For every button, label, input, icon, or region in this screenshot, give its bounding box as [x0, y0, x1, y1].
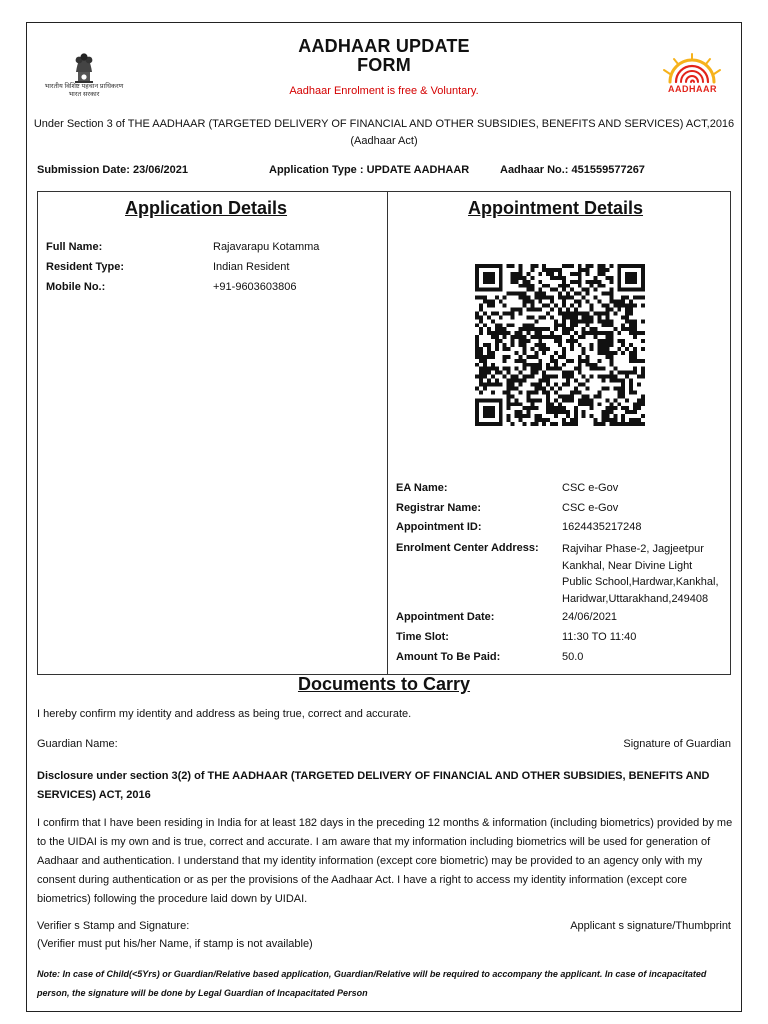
application-type: Application Type : UPDATE AADHAAR: [269, 164, 470, 176]
applicant-signature-label: Applicant s signature/Thumbprint: [570, 920, 731, 932]
address-line: Kankhal, Near Divine Light: [562, 559, 693, 572]
full-name-value: Rajavarapu Kotamma: [213, 241, 320, 253]
amount-value: 50.0: [562, 651, 584, 663]
appointment-date-value: 24/06/2021: [562, 611, 618, 623]
ea-name-value: CSC e-Gov: [562, 482, 619, 494]
aadhaar-fingerprint-icon: [650, 50, 735, 84]
column-divider: [387, 192, 388, 674]
address-line: Rajvihar Phase-2, Jagjeetpur: [562, 543, 704, 555]
verifier-label: Verifier s Stamp and Signature:: [37, 920, 190, 932]
application-details-heading: Application Details: [125, 198, 288, 218]
appointment-id-value: 1624435217248: [562, 521, 642, 533]
center-address-value: [562, 541, 737, 608]
registrar-name-label: Registrar Name:: [396, 502, 481, 514]
verifier-note: (Verifier must put his/her Name, if stamp is not available): [37, 938, 313, 950]
aadhaar-number: Aadhaar No.: 451559577267: [500, 164, 645, 176]
tagline: Aadhaar Enrolment is free & Voluntary.: [289, 85, 479, 97]
amount-label: Amount To Be Paid:: [396, 651, 501, 663]
ea-name-label: EA Name:: [396, 482, 448, 494]
guardian-name-label: Guardian Name:: [37, 738, 118, 750]
time-slot-value: 11:30 TO 11:40: [562, 631, 637, 643]
documents-heading: Documents to Carry: [297, 674, 471, 694]
emblem-caption-line1: भारतीय विशिष्ट पहचान प्राधिकरण: [44, 83, 124, 90]
mobile-value: +91-9603603806: [213, 281, 297, 293]
registrar-name-value: CSC e-Gov: [562, 502, 619, 514]
address-line: Haridwar,Uttarakhand,249408: [562, 593, 709, 606]
section3-statement: Under Section 3 of THE AADHAAR (TARGETED DELIVERY OF FINANCIAL AND OTHER SUBSIDIES, BENEFITS AND SERVICES) ACT,2016 (Aadhaar Act): [33, 118, 735, 147]
appointment-id-label: Appointment ID:: [396, 521, 482, 533]
form-title-line1: AADHAAR UPDATE: [298, 36, 470, 56]
emblem-caption-line2: भारत सरकार: [68, 91, 100, 98]
center-address-label: Enrolment Center Address:: [396, 542, 539, 554]
submission-date: Submission Date: 23/06/2021: [37, 164, 189, 176]
guardian-note: Note: In case of Child(<5Yrs) or Guardian/Relative based application, Guardian/Relative will be required to accompany the applicant. In case of incapacitated person, the signature will be done by Legal Guardian of Incapacitated Person: [37, 969, 707, 998]
appointment-qr-code: [474, 264, 646, 426]
logo-text: AADHAAR: [668, 84, 717, 94]
resident-type-value: Indian Resident: [213, 261, 290, 273]
time-slot-label: Time Slot:: [396, 631, 449, 643]
disclosure-heading: Disclosure under section 3(2) of THE AADHAAR (TARGETED DELIVERY OF FINANCIAL AND OTHER SUBSIDIES, BENEFITS AND SERVICES) ACT, 2016: [37, 770, 710, 801]
form-title-line2: FORM: [357, 55, 411, 75]
appointment-date-label: Appointment Date:: [396, 611, 495, 623]
full-name-label: Full Name:: [46, 241, 103, 253]
address-line: Public School,Hardwar,Kankhal,: [562, 576, 719, 589]
appointment-details-heading: Appointment Details: [468, 198, 644, 218]
identity-confirmation: I hereby confirm my identity and address as being true, correct and accurate.: [37, 708, 412, 720]
guardian-signature-label: Signature of Guardian: [623, 738, 731, 750]
mobile-label: Mobile No.:: [46, 281, 106, 293]
consent-paragraph: I confirm that I have been residing in India for at least 182 days in the preceding 12 months & information (including biometrics) provided by me to the UIDAI is my own and is true, correct and accurate. I am aware that my information including biometrics will be used for generation of Aadhaar and authentication. I understand that my identity information (except core biometric) may be provided to an agency only with my consent during authentication or as per the provisions of the Aadhaar Act. I have a right to access my identity information (except core biometrics) following the procedure laid down by UIDAI.: [37, 817, 733, 905]
resident-type-label: Resident Type:: [46, 261, 125, 273]
aadhaar-logo: [650, 50, 735, 95]
